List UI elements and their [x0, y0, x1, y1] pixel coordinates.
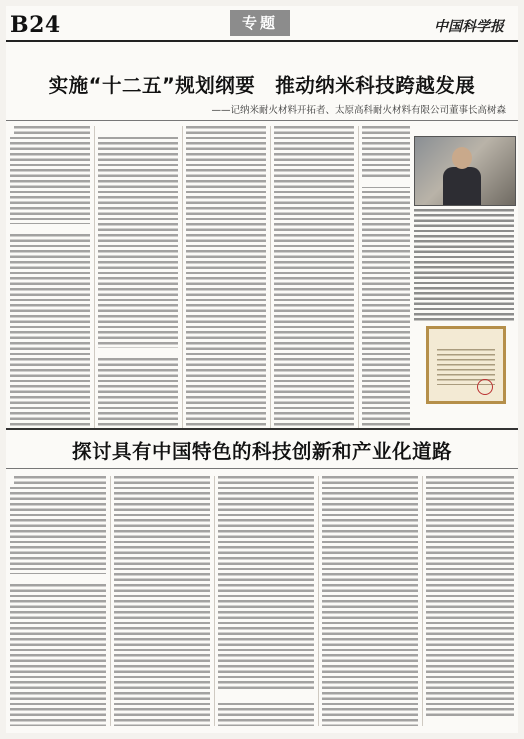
column-subhead — [362, 178, 410, 187]
certificate-image — [426, 326, 506, 404]
person-figure — [443, 147, 481, 205]
section-tab: 专题 — [230, 10, 290, 36]
article2-column-2 — [114, 476, 210, 726]
article1-column-2 — [98, 126, 178, 428]
article2-headline: 探讨具有中国特色的科技创新和产业化道路 — [71, 440, 452, 463]
article2-column-3 — [218, 476, 314, 726]
divider — [6, 120, 518, 121]
article1-column-4 — [274, 126, 354, 428]
newspaper-page — [6, 6, 518, 733]
paper-logo: 中国科学报 — [434, 19, 504, 35]
article1-column-5 — [362, 126, 410, 428]
portrait-photo — [414, 136, 516, 206]
divider — [6, 468, 518, 469]
article2-column-1 — [10, 476, 106, 726]
article-divider — [6, 428, 518, 430]
byline — [10, 126, 14, 134]
article1-subheadline: ——记纳米耐火材料开拓者、太原高科耐火材料有限公司董事长高树森 — [211, 105, 506, 116]
column-subhead — [218, 692, 314, 701]
column-subhead — [10, 574, 106, 583]
seal-icon — [477, 379, 493, 395]
masthead-rule — [6, 40, 518, 42]
article1-column-3 — [186, 126, 266, 428]
page-code: B24 — [10, 12, 61, 38]
column-subhead — [98, 348, 178, 357]
article1-column-1 — [10, 126, 90, 428]
byline — [10, 476, 14, 484]
article2-column-4 — [322, 476, 418, 726]
article1-headline: 实施“十二五”规划纲要 推动纳米科技跨越发展 — [48, 74, 476, 97]
article2-column-5 — [426, 476, 514, 718]
photo-caption — [414, 209, 514, 321]
column-subhead — [10, 224, 90, 233]
masthead — [6, 6, 518, 50]
column-subhead — [98, 126, 178, 135]
